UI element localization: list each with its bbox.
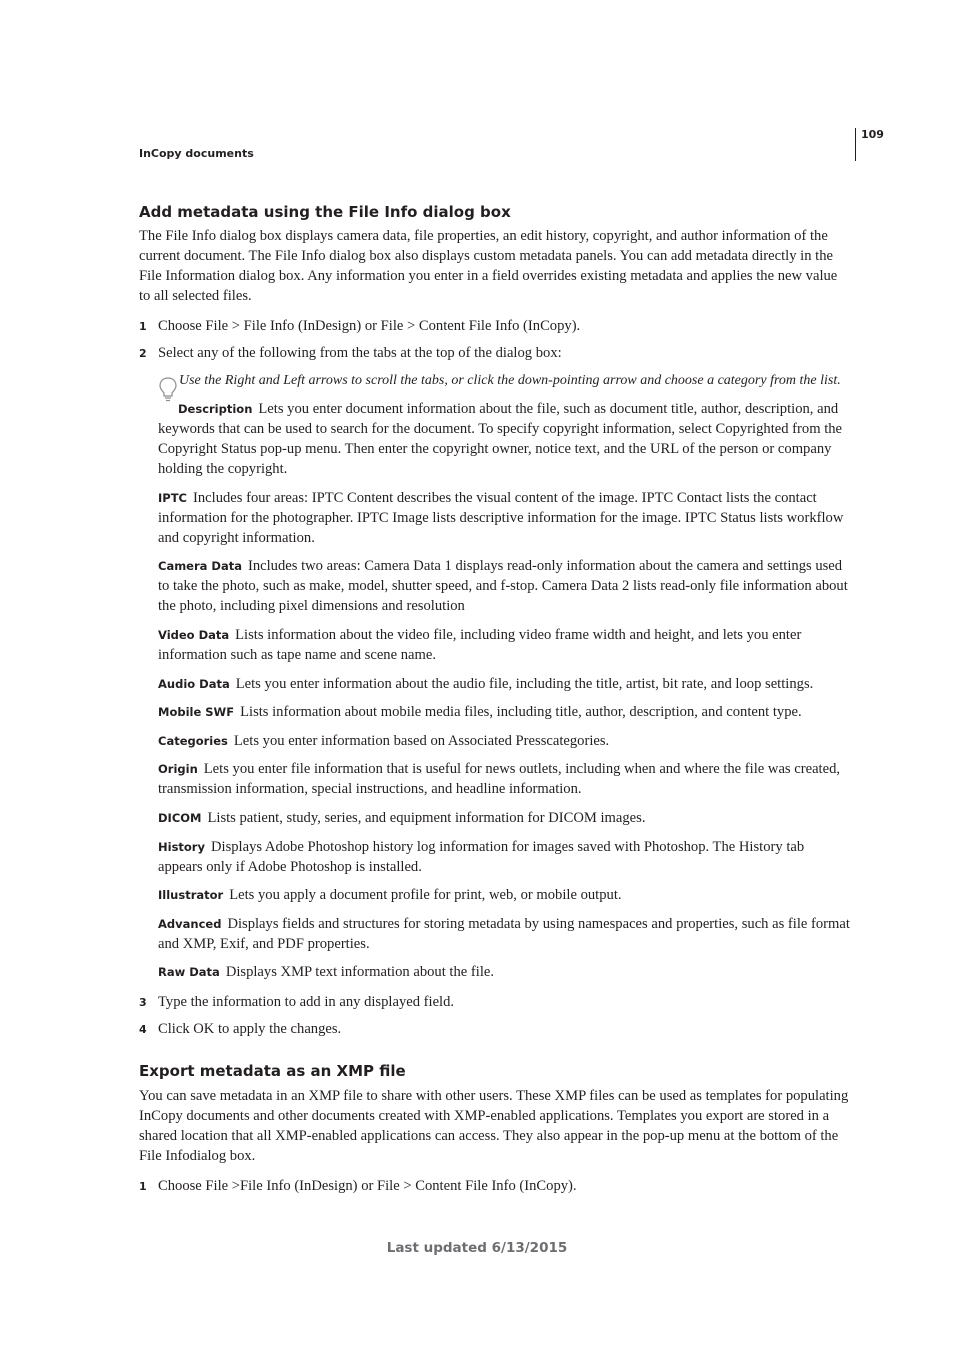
section-intro: You can save metadata in an XMP file to share with other users. These XMP files can be used as templates for populating InCopy documents and other documents created with XMP-enabled applications. Templates you export are stored in a shared location that all XMP-enabled applications can access. They also appear in the pop-up menu at the bottom of the File Infodialog box. [139,1088,849,1164]
definition-term: Video Data [158,628,230,642]
definition-term: DICOM [158,811,202,825]
definition-term: Illustrator [158,888,224,902]
step-text: Click OK to apply the changes. [158,1021,342,1037]
step-text: Choose File >File Info (InDesign) or File > Content File Info (InCopy). [158,1178,577,1194]
definition-iptc [158,488,850,548]
definition-text: Lists patient, study, series, and equipment information for DICOM images. [207,810,646,826]
step-number: 1 [139,1180,147,1193]
header-divider [855,128,856,161]
step-number: 4 [139,1023,147,1036]
definition-illustrator [158,885,850,905]
definition-term: History [158,840,205,854]
definition-term: Raw Data [158,965,220,979]
definition-term: Advanced [158,917,222,931]
definition-advanced [158,914,850,954]
definition-audio-data [158,674,850,694]
definition-text: Lets you apply a document profile for print, web, or mobile output. [229,887,622,903]
definition-text: Displays fields and structures for storing metadata by using namespaces and properties, such as file format and XMP, Exif, and PDF properties. [158,916,850,952]
running-head: InCopy documents [139,147,254,160]
definition-description [158,399,850,479]
step-text: Select any of the following from the tabs at the top of the dialog box: [158,345,562,361]
definition-text: Lets you enter document information about the file, such as document title, author, description, and keywords that can be used to search for the document. To specify copyright information, select Copyrighted from the Copyright Status pop-up menu. Then enter the copyright owner, notice text, and the URL of the person or company holding the copyright. [158,401,843,477]
section-intro: The File Info dialog box displays camera data, file properties, an edit history, copyright, and author information of the current document. The File Info dialog box also displays custom metadata panels. You can add metadata directly in the File Information dialog box. Any information you enter in a field overrides existing metadata and applies the new value to all selected files. [139,228,838,304]
definition-video-data [158,625,850,665]
definition-term: Audio Data [158,677,230,691]
definition-term: Mobile SWF [158,705,235,719]
tip-text: Use the Right and Left arrows to scroll the tabs, or click the down-pointing arrow and choose a category from the list. [179,373,841,388]
definition-text: Lets you enter information about the audio file, including the title, artist, bit rate, and loop settings. [235,676,814,692]
definition-term: Categories [158,734,228,748]
definition-term: Description [178,402,253,416]
definition-text: Lists information about mobile media files, including title, author, description, and content type. [240,704,802,720]
definition-dicom [158,808,850,828]
step-text: Type the information to add in any displayed field. [158,994,455,1010]
footer-last-updated: Last updated 6/13/2015 [386,1240,568,1256]
definition-camera-data [158,556,850,616]
step-text: Choose File > File Info (InDesign) or File > Content File Info (InCopy). [158,318,581,334]
definition-origin [158,759,850,799]
step-number: 1 [139,320,147,333]
section-heading-add-metadata: Add metadata using the File Info dialog box [139,203,511,221]
definition-text: Displays XMP text information about the file. [225,964,495,980]
step-number: 2 [139,347,147,360]
definition-text: Lists information about the video file, including video frame width and height, and lets you enter information such as tape name and scene name. [158,627,802,663]
section-heading-export-metadata: Export metadata as an XMP file [139,1062,406,1080]
definition-mobile-swf [158,702,850,722]
definition-text: Displays Adobe Photoshop history log information for images saved with Photoshop. The History tab appears only if Adobe Photoshop is installed. [158,839,805,875]
definition-history [158,837,850,877]
page-number: 109 [861,128,884,141]
definition-text: Lets you enter file information that is useful for news outlets, including when and where the file was created, transmission information, special instructions, and headline information. [158,761,841,797]
definition-text: Includes four areas: IPTC Content describes the visual content of the image. IPTC Contact lists the contact information for the photographer. IPTC Image lists descriptive information for the image. IPTC Status lists workflow and copyright information. [158,490,844,546]
definition-text: Includes two areas: Camera Data 1 displays read-only information about the camera and settings used to take the photo, such as make, model, shutter speed, and f-stop. Camera Data 2 lists read-only file information about the photo, including pixel dimensions and resolution [158,558,848,614]
definition-term: Camera Data [158,559,242,573]
definition-raw-data [158,962,850,982]
step-number: 3 [139,996,147,1009]
definition-text: Lets you enter information based on Associated Presscategories. [233,733,610,749]
definition-term: IPTC [158,491,187,505]
definition-categories [158,731,850,751]
definition-term: Origin [158,762,198,776]
